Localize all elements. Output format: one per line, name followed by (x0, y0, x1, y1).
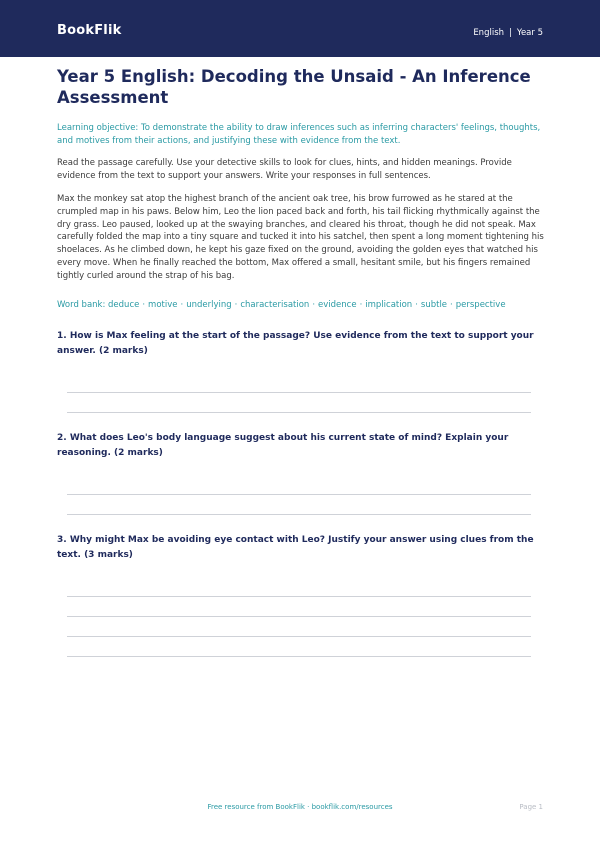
question-3: 3. Why might Max be avoiding eye contact with Leo? Justify your answer using clues from the text. (3 marks) (57, 535, 534, 560)
word-bank-word: motive (148, 300, 178, 310)
answer-line[interactable] (67, 392, 531, 393)
answer-line[interactable] (67, 616, 531, 617)
word-bank-word: underlying (186, 300, 232, 310)
header-bar (0, 0, 600, 57)
reading-passage: Max the monkey sat atop the highest branch of the ancient oak tree, his brow furrowed as he stared at the crumpled map in his paws. Below him, Leo the lion paced back and forth, his tail flicking rhythmically against the dry grass. Leo paused, looked up at the swaying branches, and cleared his throat, though he did not speak. Max carefully folded the map into a tiny square and tucked it into his satchel, then spent a long moment tightening his shoelaces. As he climbed down, he kept his gaze fixed on the ground, avoiding the golden eyes that watched his every move. When he finally reached the bottom, Max offered a small, hesitant smile, but his fingers remained tightly curled around the strap of his bag. (57, 194, 544, 281)
word-bank-separator: · (142, 300, 146, 310)
word-bank-word: evidence (318, 300, 357, 310)
word-bank-word: implication (365, 300, 413, 310)
word-bank-label: Word bank: (57, 300, 106, 310)
word-bank-word: perspective (455, 300, 506, 310)
subject-name: English (473, 28, 505, 38)
word-bank-word: characterisation (240, 300, 310, 310)
word-bank-word: deduce (108, 300, 140, 310)
question-1: 1. How is Max feeling at the start of the passage? Use evidence from the text to support your answer. (2 marks) (57, 331, 534, 356)
word-bank-separator: · (359, 300, 363, 310)
learning-objective: Learning objective: To demonstrate the ability to draw inferences such as inferring characters' feelings, thoughts, and motives from their actions, and justifying these with evidence from the text. (57, 123, 541, 146)
answer-line[interactable] (67, 596, 531, 597)
word-bank-word: subtle (420, 300, 448, 310)
word-bank-separator: · (450, 300, 453, 310)
answer-line[interactable] (67, 636, 531, 637)
answer-line[interactable] (67, 656, 531, 657)
word-bank-separator: · (234, 300, 238, 310)
word-bank-separator: · (312, 300, 316, 310)
footer-resource-link[interactable]: Free resource from BookFlik · bookflik.com/resources (207, 803, 393, 811)
instructions: Read the passage carefully. Use your detective skills to look for clues, hints, and hidden meanings. Provide evidence from the text to support your answers. Write your responses in full sentences. (57, 158, 512, 181)
brand-logo: BookFlik (57, 23, 122, 38)
answer-line[interactable] (67, 514, 531, 515)
answer-line[interactable] (67, 412, 531, 413)
worksheet-title: Year 5 English: Decoding the Unsaid - An Inference Assessment (57, 67, 531, 107)
subject-separator: | (509, 28, 512, 38)
word-bank (57, 299, 547, 311)
year-label: Year 5 (516, 28, 543, 38)
question-2: 2. What does Leo's body language suggest about his current state of mind? Explain your reasoning. (2 marks) (57, 433, 509, 458)
page-number: Page 1 (519, 803, 543, 811)
answer-line[interactable] (67, 494, 531, 495)
subject-label (473, 28, 543, 38)
word-bank-separator: · (415, 300, 418, 310)
word-bank-separator: · (180, 300, 184, 310)
